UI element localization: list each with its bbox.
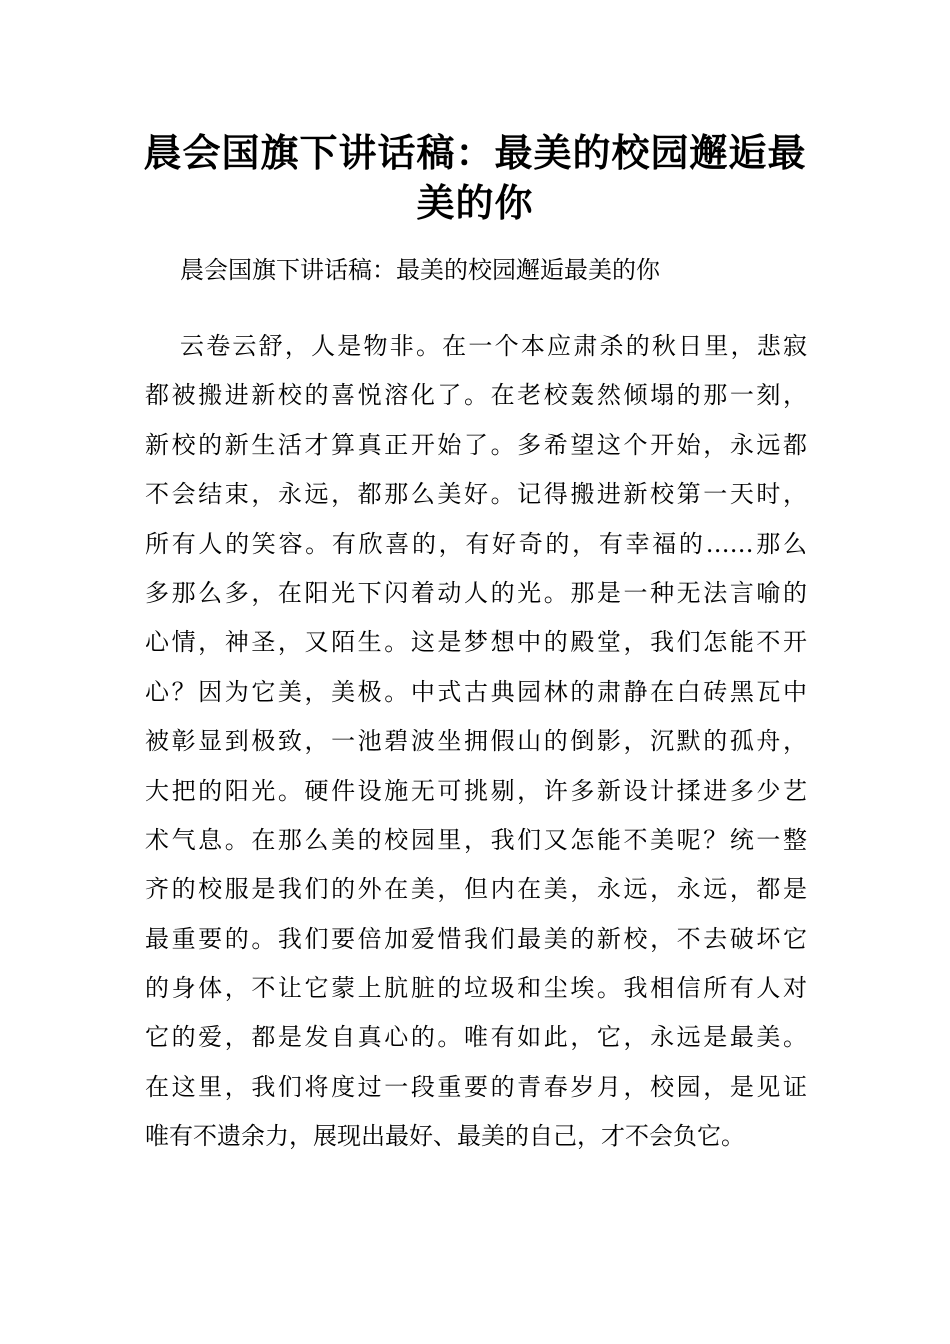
body-line: 不会结束，永远，都那么美好。记得搬进新校第一天时， bbox=[145, 480, 807, 509]
document-body bbox=[145, 322, 807, 1162]
body-line: 在这里，我们将度过一段重要的青春岁月，校园，是见证 bbox=[145, 1072, 807, 1101]
body-line: 的身体，不让它蒙上肮脏的垃圾和尘埃。我相信所有人对 bbox=[145, 974, 807, 1003]
body-line: 心？因为它美，美极。中式古典园林的肃静在白砖黑瓦中 bbox=[145, 677, 807, 706]
body-line: 唯有不遗余力，展现出最好、最美的自己，才不会负它。 bbox=[145, 1122, 745, 1151]
title-line-2: 美的你 bbox=[416, 180, 534, 225]
document-subtitle: 晨会国旗下讲话稿：最美的校园邂逅最美的你 bbox=[180, 256, 660, 284]
body-line: 被彰显到极致，一池碧波坐拥假山的倒影，沉默的孤舟， bbox=[145, 727, 807, 756]
body-line: 多那么多，在阳光下闪着动人的光。那是一种无法言喻的 bbox=[145, 578, 807, 607]
body-line: 大把的阳光。硬件设施无可挑剔，许多新设计揉进多少艺 bbox=[145, 776, 807, 805]
document-title bbox=[140, 128, 810, 228]
body-line: 所有人的笑容。有欣喜的，有好奇的，有幸福的……那么 bbox=[145, 529, 807, 558]
body-line: 最重要的。我们要倍加爱惜我们最美的新校，不去破坏它 bbox=[145, 924, 807, 953]
body-line: 术气息。在那么美的校园里，我们又怎能不美呢？统一整 bbox=[145, 825, 807, 854]
body-line: 新校的新生活才算真正开始了。多希望这个开始，永远都 bbox=[145, 430, 807, 459]
body-line: 齐的校服是我们的外在美，但内在美，永远，永远，都是 bbox=[145, 875, 807, 904]
body-line: 云卷云舒，人是物非。在一个本应肃杀的秋日里，悲寂 bbox=[180, 332, 807, 360]
body-line: 它的爱，都是发自真心的。唯有如此，它，永远是最美。 bbox=[145, 1023, 807, 1052]
title-line-1: 晨会国旗下讲话稿：最美的校园邂逅最 bbox=[143, 130, 807, 175]
body-line: 心情，神圣，又陌生。这是梦想中的殿堂，我们怎能不开 bbox=[145, 628, 807, 657]
body-line: 都被搬进新校的喜悦溶化了。在老校轰然倾塌的那一刻， bbox=[145, 381, 807, 410]
